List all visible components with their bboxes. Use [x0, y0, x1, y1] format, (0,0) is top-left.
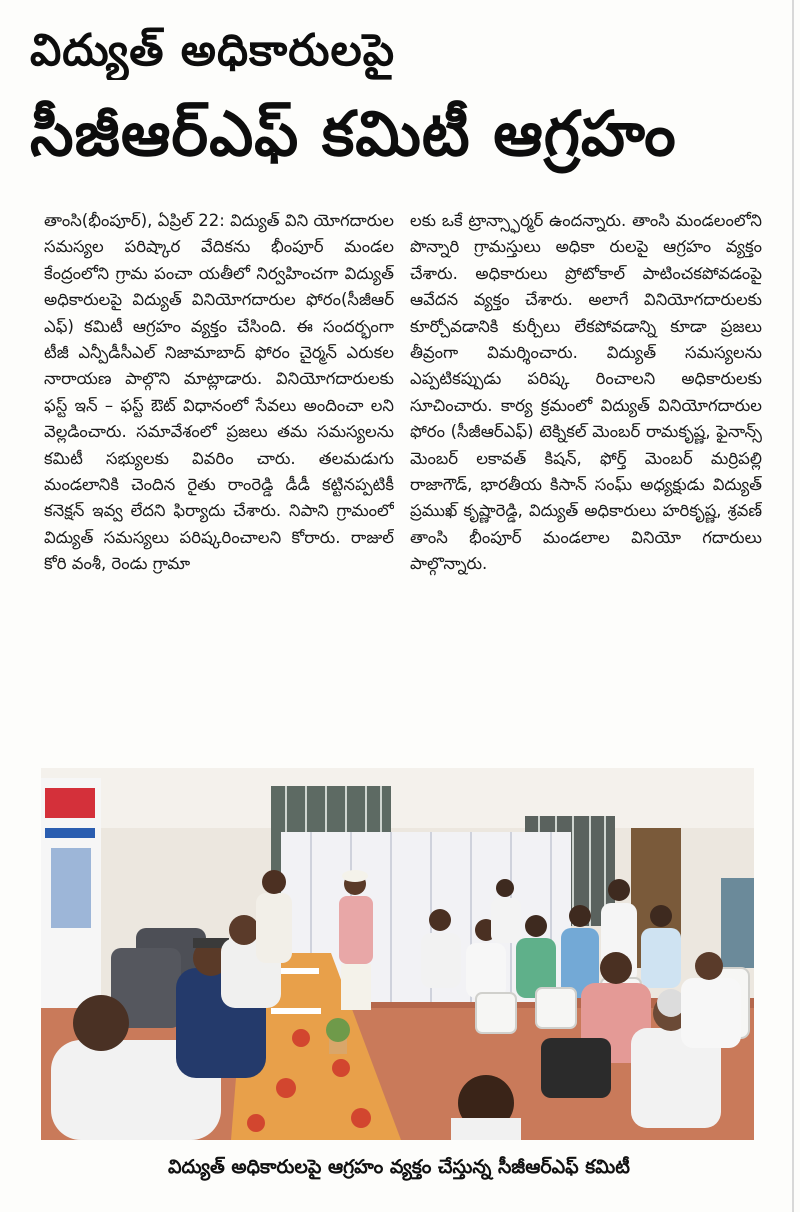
photo-caption: విద్యుత్ అధికారులపై ఆగ్రహం వ్యక్తం చేస్తున్న సీజీఆర్ఎఫ్ కమిటీ: [168, 1156, 630, 1178]
article-column-right: లకు ఒకే ట్రాన్స్ఫార్మర్ ఉందన్నారు. తాంసి మండలంలోని పొన్నారి గ్రామస్తులు అధికా రులపై ఆగ్రహం వ్యక్తం చేశారు. అధికారులు ప్రోటోకాల్ పాటించకపోవడంపై ఆవేదన వ్యక్తం చేశారు. అలాగే వినియోగదారులకు కూర్చోవడానికి కుర్చీలు లేకపోవడాన్ని కూడా ప్రజలు తీవ్రంగా విమర్శించారు. విద్యుత్ సమస్యలను ఎప్పటికప్పుడు పరిష్క రించాలని అధికారులకు సూచించారు. కార్య క్రమంలో విద్యుత్ వినియోగదారుల ఫోరం (సీజీఆర్ఎఫ్) టెక్నికల్ మెంబర్ రామకృష్ణ, ఫైనాన్స్ మెంబర్ లకావత్ కిషన్, ఫోర్త్ మెంబర్ మర్రిపల్లి రాజాగౌడ్, భారతీయ కిసాన్ సంఘ్ అధ్యక్షుడు విద్యుత్ ప్రముఖ్ కృష్ణారెడ్డి, విద్యుత్ అధికారులు హరికృష్ణ, శ్రవణ్ తాంసి భీంపూర్ మండలాల వినియో గదారులు పాల్గొన్నారు.: [410, 211, 762, 574]
article-column-left: తాంసి(భీంపూర్), ఏప్రిల్ 22: విద్యుత్ విని యోగదారుల సమస్యల పరిష్కార వేదికను భీంపూర్ మండల కేంద్రంలోని గ్రామ పంచా యతీలో నిర్వహించగా విద్యుత్ అధికారులపై విద్యుత్ వినియోగదారుల ఫోరం(సీజీఆర్ ఎఫ్) కమిటీ ఆగ్రహం వ్యక్తం చేసింది. ఈ సందర్భంగా టీజీ ఎన్పీడీసీఎల్ నిజామాబాద్ ఫోరం చైర్మన్ ఎరుకల నారాయణ పాల్గొని మాట్లాడారు. వినియోగదారులకు ఫస్ట్ ఇన్ – ఫస్ట్ ఔట్ విధానంలో సేవలు అందించా లని వెల్లడించారు. సమావేశంలో ప్రజలు తమ సమస్యలను కమిటీ సభ్యులకు వివరిం చారు. తలమడుగు మండలానికి చెందిన రైతు రాంరెడ్డి డీడీ కట్టినప్పటికీ కనెక్షన్ ఇవ్వ లేదని ఫిర్యాదు చేశారు. నిపాని గ్రామంలో విద్యుత్ సమస్యలు పరిష్కరించాలని కోరారు. రాజుల్ కోరి వంశీ, రెండు గ్రామా: [44, 211, 394, 574]
headline-line-1: విద్యుత్ అధికారులపై: [30, 25, 395, 76]
meeting-photo: [41, 768, 754, 1140]
headline-line-2: సీజీఆర్ఎఫ్ కమిటీ ఆగ్రహం: [30, 97, 677, 170]
page-edge-divider: [792, 0, 794, 1212]
